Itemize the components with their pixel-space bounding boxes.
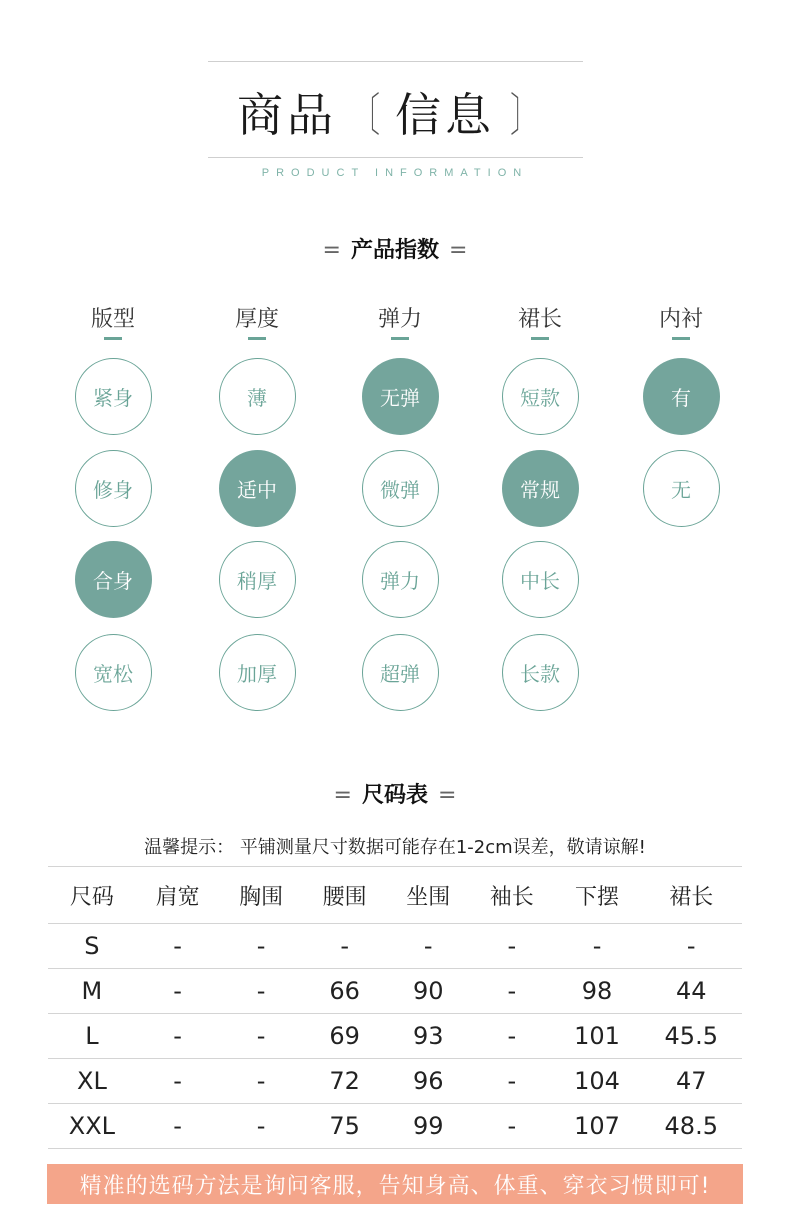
option-circle: 适中 (219, 450, 296, 527)
table-cell: 45.5 (641, 1014, 743, 1059)
header-top-rule (208, 61, 583, 62)
option-circle: 长款 (502, 634, 579, 711)
column-header: 坐围 (386, 867, 470, 924)
title-bracket-right: 〕 (510, 88, 538, 142)
option-circle: 弹力 (362, 541, 439, 618)
column-header: 胸围 (219, 867, 303, 924)
option-circle: 薄 (219, 358, 296, 435)
table-cell: 66 (303, 969, 387, 1014)
table-cell: 101 (554, 1014, 641, 1059)
column-underline (531, 337, 549, 340)
table-cell: - (470, 1014, 554, 1059)
title-main: 商品 (237, 88, 337, 142)
table-cell: 107 (554, 1104, 641, 1149)
table-cell: - (136, 1014, 220, 1059)
column-heading: 内衬 (658, 307, 703, 332)
column-header: 裙长 (641, 867, 743, 924)
table-cell: 75 (303, 1104, 387, 1149)
table-cell: 47 (641, 1059, 743, 1104)
table-row (48, 1104, 742, 1149)
eq-right: = (449, 238, 468, 263)
column-heading: 版型 (90, 307, 135, 332)
table-cell: - (136, 1059, 220, 1104)
column-header: 袖长 (470, 867, 554, 924)
table-cell: - (554, 924, 641, 969)
column-underline (391, 337, 409, 340)
title-highlight: 信息 (395, 88, 495, 142)
option-circle: 中长 (502, 541, 579, 618)
table-body (48, 924, 742, 1149)
option-circle: 常规 (502, 450, 579, 527)
size-chart-label: 尺码表 (361, 783, 428, 808)
table-cell: - (470, 924, 554, 969)
table-cell: L (48, 1014, 136, 1059)
table-row (48, 969, 742, 1014)
table-cell: XXL (48, 1104, 136, 1149)
table-cell: - (219, 1104, 303, 1149)
option-circle: 无弹 (362, 358, 439, 435)
table-cell: 69 (303, 1014, 387, 1059)
size-chart-title (0, 778, 790, 809)
option-circle: 合身 (75, 541, 152, 618)
table-cell: - (136, 969, 220, 1014)
table-cell: - (219, 924, 303, 969)
table-cell: - (303, 924, 387, 969)
table-row (48, 1059, 742, 1104)
table-cell: 93 (386, 1014, 470, 1059)
option-circle: 宽松 (75, 634, 152, 711)
product-index-label: 产品指数 (350, 238, 439, 263)
page-title (0, 82, 790, 142)
table-cell: - (136, 1104, 220, 1149)
table-cell: 96 (386, 1059, 470, 1104)
product-index-title (0, 233, 790, 264)
size-note: 温馨提示： 平铺测量尺寸数据可能存在1-2cm误差，敬请谅解! (144, 837, 646, 858)
column-heading: 裙长 (517, 307, 562, 332)
table-cell: 98 (554, 969, 641, 1014)
column-underline (104, 337, 122, 340)
table-cell: - (219, 1059, 303, 1104)
table-cell: 44 (641, 969, 743, 1014)
option-circle: 微弹 (362, 450, 439, 527)
table-cell: - (641, 924, 743, 969)
table-cell: 90 (386, 969, 470, 1014)
option-circle: 稍厚 (219, 541, 296, 618)
header-bottom-rule (208, 157, 583, 158)
column-heading: 弹力 (377, 307, 422, 332)
table-cell: - (219, 969, 303, 1014)
table-cell: - (470, 969, 554, 1014)
option-circle: 加厚 (219, 634, 296, 711)
table-row (48, 924, 742, 969)
table-row (48, 1014, 742, 1059)
table-cell: M (48, 969, 136, 1014)
column-underline (248, 337, 266, 340)
option-circle: 紧身 (75, 358, 152, 435)
column-header: 下摆 (554, 867, 641, 924)
table-cell: 99 (386, 1104, 470, 1149)
eq-left: = (322, 238, 341, 263)
table-cell: XL (48, 1059, 136, 1104)
table-cell: - (219, 1014, 303, 1059)
table-cell: - (136, 924, 220, 969)
eq-right: = (438, 783, 457, 808)
option-circle: 超弹 (362, 634, 439, 711)
size-table (48, 866, 742, 1149)
column-underline (672, 337, 690, 340)
column-heading: 厚度 (234, 307, 279, 332)
table-cell: S (48, 924, 136, 969)
table-header-row (48, 867, 742, 924)
table-cell: - (470, 1104, 554, 1149)
title-bracket-left: 〔 (352, 88, 380, 142)
footer-banner: 精准的选码方法是询问客服，告知身高、体重、穿衣习惯即可! (47, 1164, 743, 1204)
column-header: 肩宽 (136, 867, 220, 924)
eq-left: = (333, 783, 352, 808)
option-circle: 无 (643, 450, 720, 527)
table-cell: 48.5 (641, 1104, 743, 1149)
table-cell: - (470, 1059, 554, 1104)
option-circle: 修身 (75, 450, 152, 527)
option-circle: 短款 (502, 358, 579, 435)
page-subtitle: PRODUCT INFORMATION (261, 167, 529, 179)
option-circle: 有 (643, 358, 720, 435)
table-cell: 72 (303, 1059, 387, 1104)
column-header: 尺码 (48, 867, 136, 924)
column-header: 腰围 (303, 867, 387, 924)
table-cell: - (386, 924, 470, 969)
table-cell: 104 (554, 1059, 641, 1104)
